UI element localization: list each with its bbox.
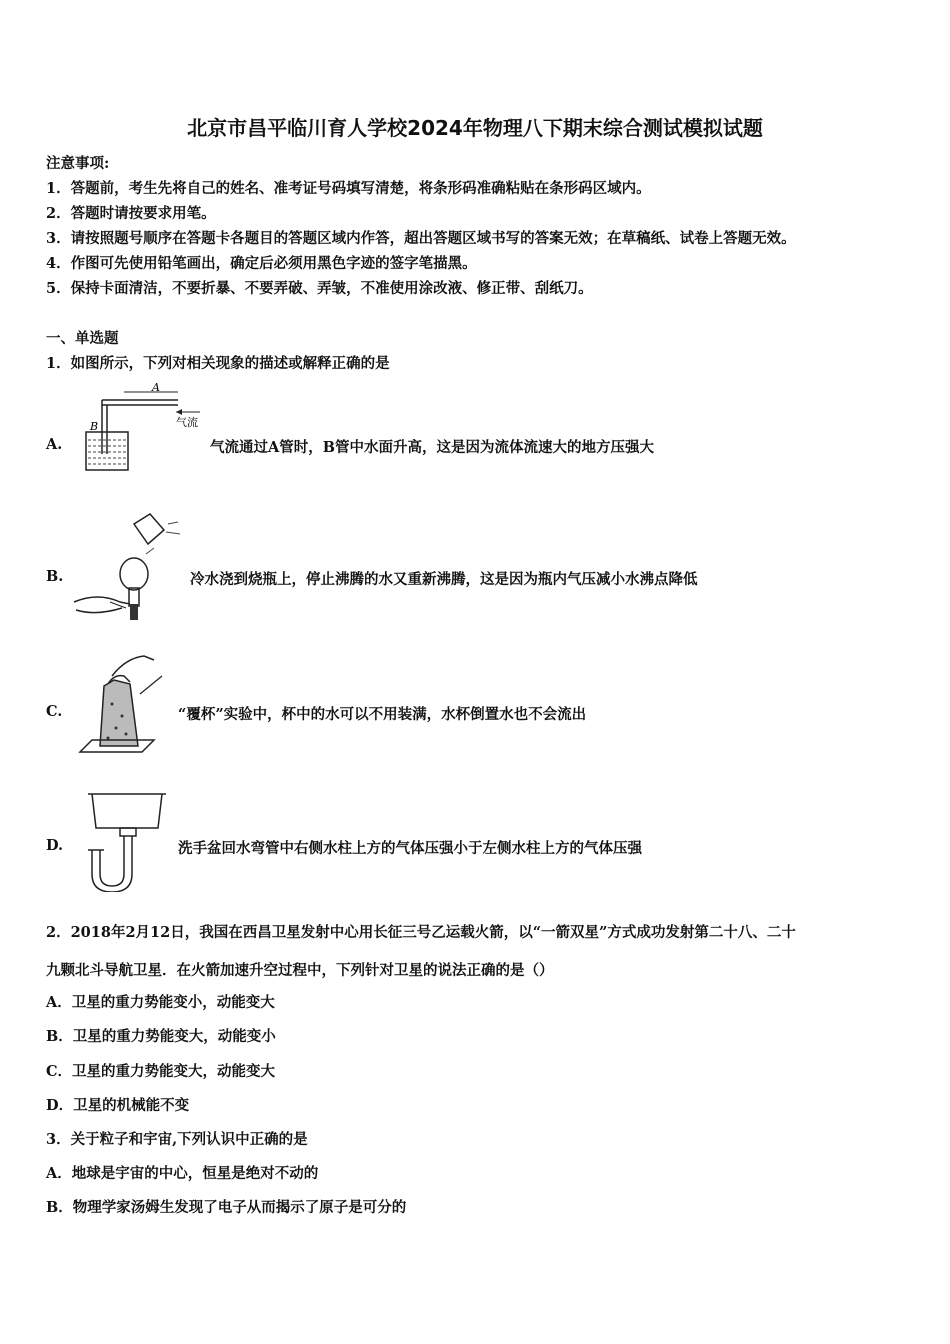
notice-item: 4．作图可先使用铅笔画出，确定后必须用黑色字迹的签字笔描黑。 [46, 255, 477, 272]
option-c-label: C. [46, 703, 63, 720]
question-2-stem-line2: 九颗北斗导航卫星．在火箭加速升空过程中，下列针对卫星的说法正确的是（） [46, 962, 554, 979]
sink-trap-figure [80, 788, 172, 892]
figure-label-b: B [90, 420, 99, 433]
question-2-option: B．卫星的重力势能变大，动能变小 [46, 1028, 276, 1045]
question-3-option: A．地球是宇宙的中心，恒星是绝对不动的 [46, 1165, 319, 1182]
question-3-stem: 3．关于粒子和宇宙,下列认识中正确的是 [46, 1131, 308, 1148]
page-title: 北京市昌平临川育人学校2024年物理八下期末综合测试模拟试题 [187, 116, 763, 140]
question-3-option: B．物理学家汤姆生发现了电子从而揭示了原子是可分的 [46, 1199, 407, 1216]
question-2-option: A．卫星的重力势能变小，动能变大 [46, 994, 275, 1011]
question-1-stem: 1．如图所示，下列对相关现象的描述或解释正确的是 [46, 355, 390, 372]
figure-label-a: A [152, 382, 160, 394]
option-a-text: 气流通过A管时，B管中水面升高，这是因为流体流速大的地方压强大 [210, 439, 655, 456]
question-2-option: D．卫星的机械能不变 [46, 1097, 190, 1114]
flask-cooling-figure [70, 512, 188, 624]
notice-item: 1．答题前，考生先将自己的姓名、准考证号码填写清楚，将条形码准确粘贴在条形码区域内。 [46, 180, 651, 197]
question-2-option: C．卫星的重力势能变大，动能变大 [46, 1063, 276, 1080]
notice-item: 3．请按照题号顺序在答题卡各题目的答题区域内作答，超出答题区域书写的答案无效；在草稿纸、试卷上答题无效。 [46, 230, 796, 247]
notice-item: 5．保持卡面清洁，不要折暴、不要弄破、弄皱，不准使用涂改液、修正带、刮纸刀。 [46, 280, 593, 297]
notice-heading: 注意事项: [46, 155, 110, 172]
option-b-text: 冷水浇到烧瓶上，停止沸腾的水又重新沸腾，这是因为瓶内气压减小水沸点降低 [190, 571, 698, 588]
option-b-label: B. [46, 568, 64, 585]
inverted-cup-figure [78, 654, 164, 766]
option-a-label: A. [46, 436, 63, 453]
option-d-text: 洗手盆回水弯管中右侧水柱上方的气体压强小于左侧水柱上方的气体压强 [178, 840, 642, 857]
option-c-text: “覆杯”实验中，杯中的水可以不用装满，水杯倒置水也不会流出 [178, 706, 587, 723]
venturi-tube-figure [80, 382, 210, 474]
section-heading: 一、单选题 [46, 330, 119, 347]
option-d-label: D. [46, 837, 64, 854]
notice-item: 2．答题时请按要求用笔。 [46, 205, 216, 222]
question-2-stem-line1: 2．2018年2月12日，我国在西昌卫星发射中心用长征三号乙运载火箭，以“一箭双星”方式成功发射第二十八、二十 [46, 924, 796, 941]
figure-label-airflow: 气流 [176, 416, 198, 429]
